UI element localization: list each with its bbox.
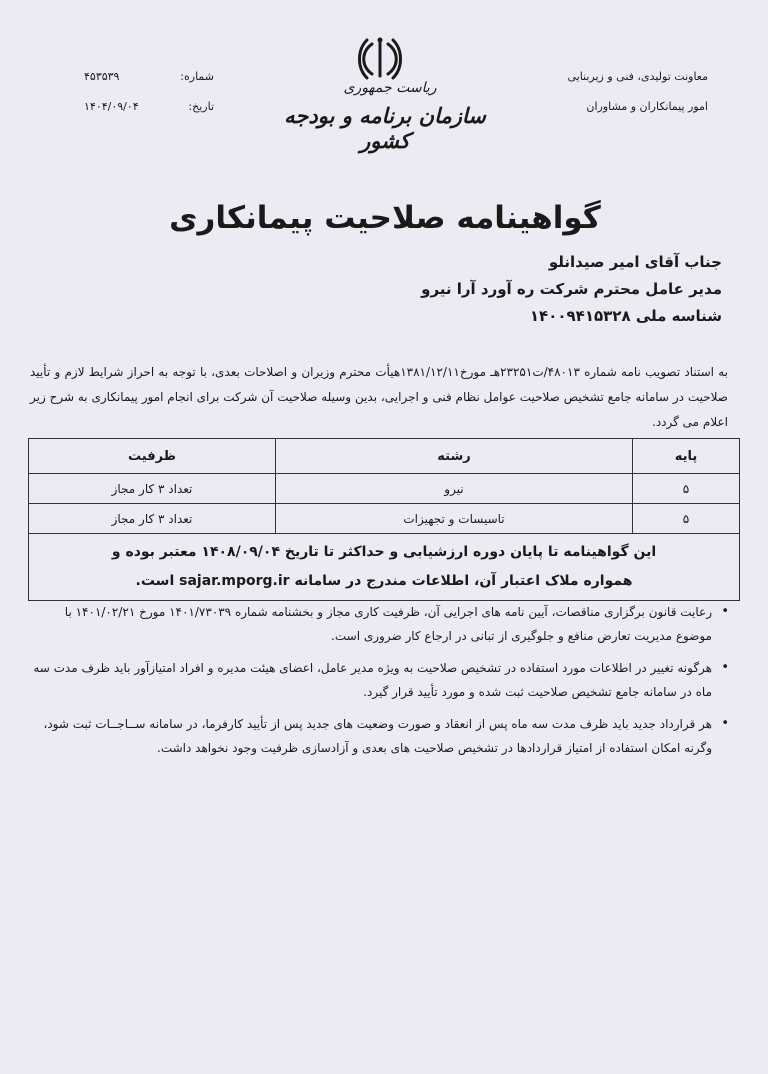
letter-date-label: تاریخ: — [188, 100, 214, 113]
validity-notice-line-2: همواره ملاک اعتبار آن، اطلاعات مندرج در سامانه sajar.mporg.ir است. — [135, 573, 633, 589]
notes-list — [30, 600, 732, 768]
validity-notice-line-1: این گواهینامه تا پایان دوره ارزشیابی و حداکثر تا تاریخ ۱۴۰۸/۰۹/۰۴ معتبر بوده و — [111, 544, 657, 560]
intro-paragraph: به استناد تصویب نامه شماره ۴۸۰۱۳/ت۲۳۲۵۱هـ مورخ۱۳۸۱/۱۲/۱۱هیأت محترم وزیران و اصلاحات بعدی، با توجه به احراز شرایط لازم و تأیید صلاحیت در سامانه جامع تشخیص صلاحیت عوامل نظام فنی و اجرایی، بدین وسیله صلاحیت آن شرکت برای انجام امور پیمانکاری به شرح زیر اعلام می گردد. — [30, 365, 728, 429]
iran-emblem-icon — [355, 36, 405, 80]
header-field: رشته — [276, 439, 633, 474]
header-capacity: ظرفیت — [29, 439, 276, 474]
note-item: • هر قرارداد جدید باید ظرف مدت سه ماه پس از انعقاد و صورت وضعیت های جدید پس از تأیید کارفرما، در سامانه ســاجــات ثبت شود، وگرنه امکان استفاده از امتیاز قراردادها در تشخیص صلاحیت های بعدی و آزادسازی ظرفیت وجود نخواهد داشت. — [30, 712, 732, 760]
department-line-2: امور پیمانکاران و مشاوران — [586, 100, 708, 113]
row-base: ۵ — [633, 504, 740, 534]
row-field: تاسیسات و تجهیزات — [276, 504, 633, 534]
department-header — [508, 62, 708, 122]
note-item: • رعایت قانون برگزاری مناقصات، آیین نامه های اجرایی آن، ظرفیت کاری مجاز و بخشنامه شماره ۱۴۰۱/۷۳۰۳۹ مورخ ۱۴۰۱/۰۲/۲۱ با موضوع مدیریت تعارض منافع و جلوگیری از تبانی در ارجاع کار ضروری است. — [30, 600, 732, 648]
qualification-table — [28, 438, 740, 601]
certificate-title: گواهینامه صلاحیت پیمانکاری — [169, 200, 601, 236]
row-capacity: تعداد ۳ کار مجاز — [29, 504, 276, 534]
department-line-1: معاونت تولیدی، فنی و زیربنایی — [567, 70, 708, 83]
recipient-name: جناب آقای امیر صیدانلو — [548, 253, 722, 271]
row-base: ۵ — [633, 474, 740, 504]
recipient-block — [222, 249, 722, 330]
letter-date-row — [84, 92, 214, 122]
letter-meta — [84, 62, 214, 122]
table-header-row — [29, 439, 740, 474]
letter-date-value: ۱۴۰۴/۰۹/۰۴ — [84, 100, 139, 113]
recipient-position: مدیر عامل محترم شرکت ره آورد آرا نیرو — [421, 280, 722, 298]
row-capacity: تعداد ۳ کار مجاز — [29, 474, 276, 504]
row-field: نیرو — [276, 474, 633, 504]
note-item: • هرگونه تغییر در اطلاعات مورد استفاده در تشخیص صلاحیت به ویژه مدیر عامل، اعضای هیئت مدیره و افراد امتیازآور باید ظرف مدت سه ماه در سامانه جامع تشخیص صلاحیت ثبت شده و مورد تأیید قرار گیرد. — [30, 656, 732, 704]
header-base: پایه — [633, 439, 740, 474]
table-row — [29, 474, 740, 504]
table-row — [29, 504, 740, 534]
letter-number-label: شماره: — [180, 70, 214, 83]
validity-notice — [29, 534, 740, 601]
validity-notice-row — [29, 534, 740, 601]
organization-name: سازمان برنامه و بودجه کشور — [284, 103, 486, 153]
letter-number-row — [84, 62, 214, 92]
recipient-national-id: شناسه ملی ۱۴۰۰۹۴۱۵۳۲۸ — [529, 307, 722, 325]
presidency-label: ریاست جمهوری — [343, 80, 437, 96]
letter-number-value: ۴۵۳۵۳۹ — [84, 70, 120, 83]
